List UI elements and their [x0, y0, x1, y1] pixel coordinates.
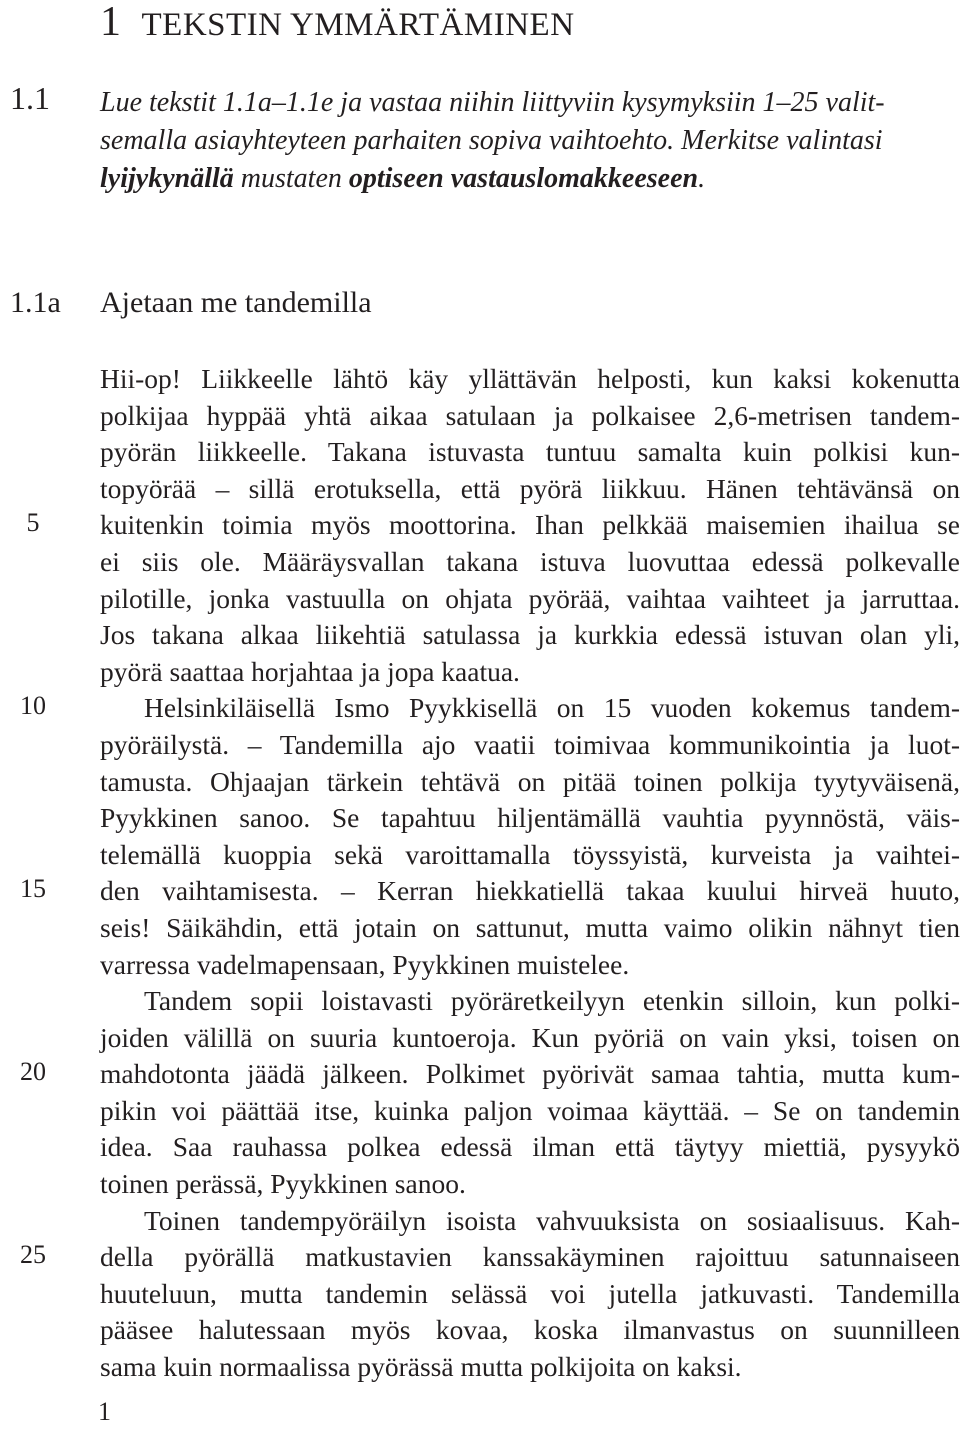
- instruction-line-last: [100, 160, 960, 198]
- body-line: Pyykkinen sanoo. Se tapahtuu hiljentämällä vauhtia pyynnöstä, väis-: [100, 802, 960, 834]
- instruction-line: semalla asiayhteyteen parhaiten sopiva vaihtoehto. Merkitse valintasi: [100, 125, 883, 156]
- instruction-end: .: [698, 163, 706, 194]
- body-line: joiden välillä on suuria kuntoeroja. Kun pyöriä on vain yksi, toisen on: [100, 1021, 960, 1053]
- body-line: pääsee halutessaan myös kovaa, koska ilmanvastus on suunnilleen: [100, 1314, 960, 1346]
- body-line: Tandem sopii loistavasti pyöräretkeilyyn etenkin silloin, kun polki-: [144, 985, 960, 1017]
- body-line: kuitenkin toimia myös moottorina. Ihan pelkkää maisemien ihailua se: [100, 509, 960, 541]
- instruction-text: [100, 84, 960, 198]
- body-line: telemällä kuoppia sekä varoittamalla töyssyistä, kurveista ja vaihtei-: [100, 838, 960, 870]
- body-line: den vaihtamisesta. – Kerran hiekkatiellä takaa kuului hirveä huuto,: [100, 875, 960, 907]
- article-body: [100, 361, 960, 1386]
- line-number: 10: [20, 691, 46, 720]
- body-line: Hii-op! Liikkeelle lähtö käy yllättävän helposti, kun kaksi kokenutta: [100, 363, 960, 394]
- instruction-bold-form: optiseen vastauslomakkeeseen: [348, 163, 699, 194]
- section-number: 1.1: [10, 80, 50, 116]
- line-number: 25: [20, 1240, 46, 1269]
- chapter-title: TEKSTIN YMMÄRTÄMINEN: [141, 7, 575, 43]
- instruction-bold-pencil: lyijykynällä: [100, 163, 234, 194]
- body-line: Helsinkiläisellä Ismo Pyykkisellä on 15 vuoden kokemus tandem-: [144, 692, 960, 724]
- body-line: sama kuin normaalissa pyörässä mutta polkijoita on kaksi.: [100, 1351, 742, 1383]
- line-number: 20: [20, 1057, 46, 1086]
- body-line: pikin voi päättää itse, kuinka paljon voimaa käyttää. – Se on tandemin: [100, 1094, 960, 1126]
- body-line: toinen perässä, Pyykkinen sanoo.: [100, 1168, 466, 1200]
- body-line: Jos takana alkaa liikehtiä satulassa ja kurkkia edessä istuvan olan yli,: [100, 619, 960, 651]
- body-line: pyöräilystä. – Tandemilla ajo vaatii toimivaa kommunikointia ja luot-: [100, 728, 960, 760]
- line-number: 5: [26, 508, 40, 537]
- subsection-title: Ajetaan me tandemilla: [100, 286, 372, 319]
- body-line: pyörä saattaa horjahtaa ja jopa kaatua.: [100, 655, 520, 687]
- chapter-heading: [100, 0, 575, 47]
- body-line: topyörää – sillä erotuksella, että pyörä liikkuu. Hänen tehtävänsä on: [100, 472, 960, 504]
- body-line: mahdotonta jäädä jälkeen. Polkimet pyörivät samaa tahtia, mutta kum-: [100, 1058, 960, 1090]
- body-line: pilotille, jonka vastuulla on ohjata pyörää, vaihtaa vaihteet ja jarruttaa.: [100, 582, 960, 614]
- body-line: pyörän liikkeelle. Takana istuvasta tuntuu samalta kuin polkisi kun-: [100, 436, 960, 468]
- body-line: huuteluun, mutta tandemin selässä voi jutella jatkuvasti. Tandemilla: [100, 1277, 960, 1309]
- body-line: polkijaa hyppää yhtä aikaa satulaan ja polkaisee 2,6-metrisen tandem-: [100, 399, 960, 431]
- body-line: della pyörällä matkustavien kanssakäyminen rajoittuu satunnaiseen: [100, 1241, 960, 1273]
- body-line: idea. Saa rauhassa polkea edessä ilman että täytyy miettiä, pysyykö: [100, 1131, 960, 1163]
- body-line: tamusta. Ohjaajan tärkein tehtävä on pitää toinen polkija tyytyväisenä,: [100, 765, 960, 797]
- body-line: Toinen tandempyöräilyn isoista vahvuuksista on sosiaalisuus. Kah-: [144, 1204, 960, 1236]
- line-number: 15: [20, 874, 46, 903]
- page-number: 1: [98, 1397, 111, 1426]
- body-line: varressa vadelmapensaan, Pyykkinen muistelee.: [100, 948, 630, 980]
- body-line: seis! Säikähdin, että jotain on sattunut, mutta vaimo olikin nähnyt tien: [100, 911, 960, 943]
- body-line: ei siis ole. Määräysvallan takana istuva luovuttaa edessä polkevalle: [100, 545, 960, 577]
- subsection-number: 1.1a: [10, 286, 61, 319]
- instruction-line: Lue tekstit 1.1a–1.1e ja vastaa niihin liittyviin kysymyksiin 1–25 valit-: [100, 87, 885, 118]
- chapter-number: 1: [100, 0, 122, 45]
- instruction-mid: mustaten: [233, 163, 349, 194]
